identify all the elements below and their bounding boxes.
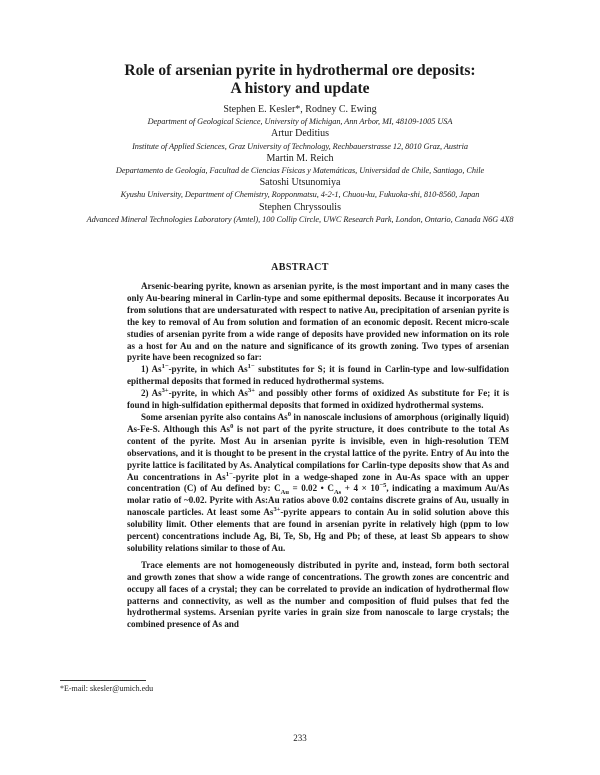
text-run: = 0.02 • C [288, 483, 334, 494]
superscript: 3+ [161, 387, 169, 395]
author-names-1: Stephen E. Kesler*, Rodney C. Ewing [223, 104, 377, 115]
abstract-paragraph-2 [127, 364, 509, 388]
text-run: is not part of the pyrite structure, it does contribute to the total As content of the pyrite. Most Au in arsenian pyrite is invisible, even in high-resolution TEM observations, and it is thought to be present in the crystal lattice of the pyrite. Entry of Au into the pyrite lattice is facilitated by As. Analytical compilations for Carlin-type deposits show that As and Au concentrations in As [127, 423, 509, 482]
text-run: 2) As [141, 388, 162, 399]
author-names-4: Satoshi Utsunomiya [259, 177, 341, 189]
title-line-1: Role of arsenian pyrite in hydrothermal ore deposits: [124, 62, 476, 79]
text-run: 1) As [141, 364, 162, 375]
superscript: 1− [225, 470, 233, 478]
superscript: 3+ [273, 506, 281, 514]
author-names-3: Martin M. Reich [266, 152, 334, 164]
abstract-paragraph-3 [127, 388, 509, 412]
abstract-paragraph-5: Trace elements are not homogeneously distributed in pyrite and, instead, form both sectoral and growth zones that show a wide range of concentrations. The growth zones are concentric and occupy all faces of a crystal; they can be correlated to provide an indication of hydrothermal flow patterns and connectivity, as well as the number and composition of fluid pulses that fed the hydrothermal systems. Arsenian pyrite varies in grain size from nanoscale to large crystals; the combined presence of As and [127, 559, 509, 630]
superscript: 0 [287, 410, 291, 418]
superscript: 1− [161, 363, 169, 371]
text-run: -pyrite appears to contain Au in solid solution above this solubility limit. Other elements that are found in arsenian pyrite in relatively high (ppm to low percent) concentrations include Ag, Bi, Te, Sb, Hg and Pb; of these, at least Sb appears to show solubility relations similar to those of Au. [127, 507, 509, 553]
text-run: -pyrite, in which As [168, 364, 248, 375]
footnote-email: *E-mail: skesler@umich.edu [60, 684, 154, 693]
text-run: in nanoscale inclusions of amorphous (originally liquid) As-Fe-S. Although this As [127, 411, 509, 434]
superscript: 0 [230, 422, 234, 430]
author-names-2: Artur Deditius [270, 128, 330, 140]
footnote-divider [60, 680, 146, 681]
text-run: , indicating a maximum Au/As molar ratio of ~0.02. Pyrite with As:Au ratios above 0.02 contains discrete grains of Au, usually in nanoscale particles. At least some As [127, 483, 509, 518]
abstract-body [127, 281, 509, 631]
abstract-paragraph-4 [127, 412, 509, 555]
affiliation-2: Institute of Applied Sciences, Graz University of Technology, Rechbauerstrasse 12, 8010 Graz, Austria [132, 141, 468, 151]
title-line-2: A history and update [230, 80, 370, 97]
affiliation-5: Advanced Mineral Technologies Laboratory (Amtel), 100 Collip Circle, UWC Research Park, London, Ontario, Canada N6G 4X8 [86, 214, 514, 224]
text-run: Some arsenian pyrite also contains As [141, 411, 288, 422]
text-run: and possibly other forms of oxidized As substitute for Fe; it is found in high-sulfidation epithermal deposits that formed in oxidized hydrothermal systems. [127, 388, 509, 411]
text-run: + 4 × 10 [341, 483, 380, 494]
text-run: -pyrite, in which As [168, 388, 248, 399]
abstract-heading: ABSTRACT [271, 262, 329, 273]
affiliation-4: Kyushu University, Department of Chemistry, Ropponmatsu, 4-2-1, Chuou-ku, Fukuoka-shi, 810-8560, Japan [120, 190, 480, 200]
subscript: As [333, 489, 342, 497]
subscript: Au [280, 489, 289, 497]
superscript: 1− [247, 363, 255, 371]
page-number: 233 [293, 733, 307, 743]
author-names-5: Stephen Chryssoulis [259, 201, 341, 213]
superscript: −5 [379, 482, 387, 490]
affiliation-3: Departamento de Geología, Facultad de Ciencias Físicas y Matemáticas, Universidad de Chile, Santiago, Chile [115, 166, 485, 176]
text-run: substitutes for S; it is found in Carlin-type and low-sulfidation epithermal deposits that formed in reduced hydrothermal systems. [127, 364, 509, 387]
text-run: -pyrite plot in a wedge-shaped zone in Au-As space with an upper concentration (C) of Au defined by: C [127, 471, 509, 494]
author-affiliation-block [20, 104, 580, 226]
abstract-paragraph-1: Arsenic-bearing pyrite, known as arsenian pyrite, is the most important and in many cases the only Au-bearing mineral in Carlin-type and some epithermal deposits. Because it incorporates Au from solutions that are undersaturated with respect to native Au, precipitation of arsenian pyrite is the key to removal of Au from solution and formation of an economic deposit. Recent micro-scale studies of arsenian pyrite from a wide range of deposits have provided new information on its role as a host for Au and on the nature and significance of its growth zoning. Two types of arsenian pyrite have been recognized so far: [127, 281, 509, 363]
paper-title [40, 62, 560, 98]
superscript: 3+ [247, 387, 255, 395]
affiliation-1: Department of Geological Science, University of Michigan, Ann Arbor, MI, 48109-1005 USA [147, 117, 453, 127]
